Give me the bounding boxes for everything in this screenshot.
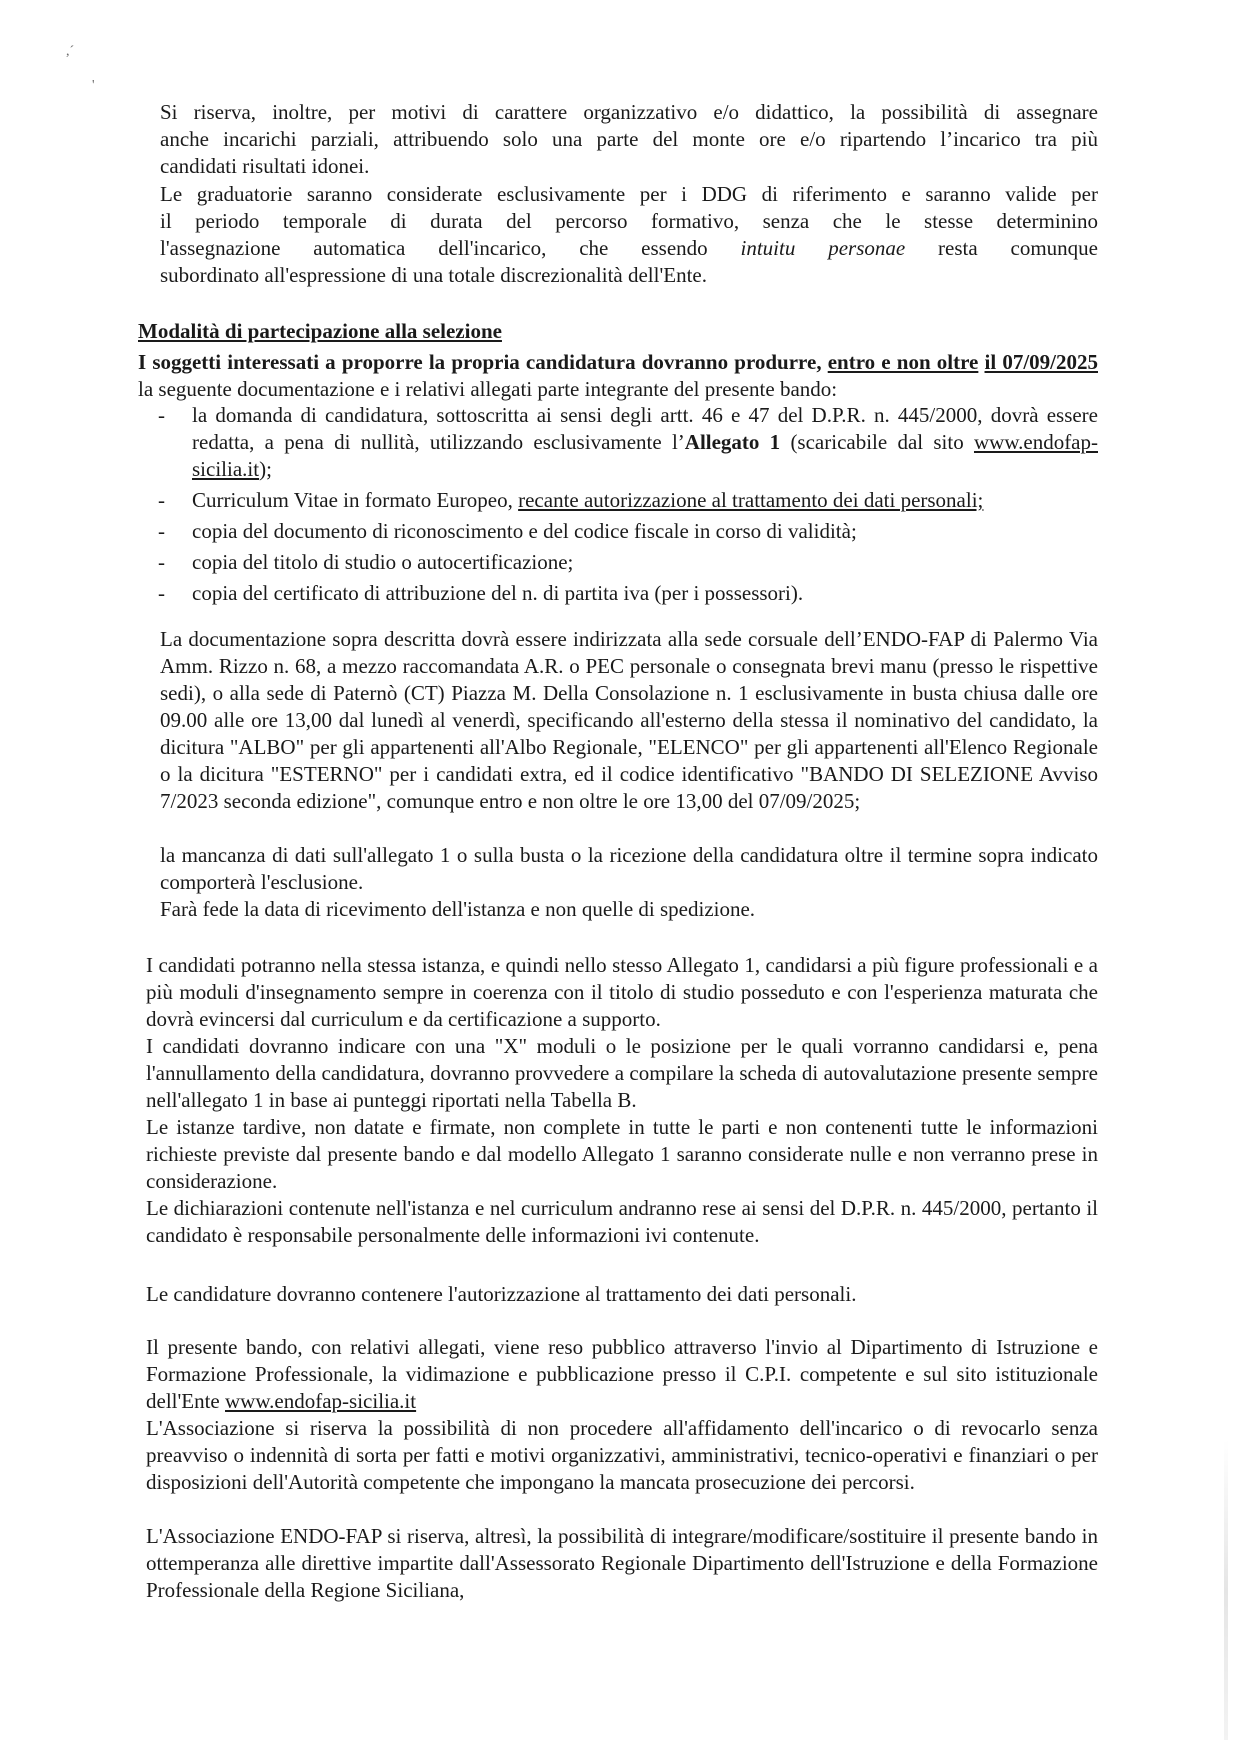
scan-speck: ,´ (66, 44, 75, 59)
paragraph-publication: Il presente bando, con relativi allegati, viene reso pubblico attraverso l'invio al Dipartimento di Istruzione e Formazione Professionale, la vidimazione e pubblicazione presso il C.P.I. competente e sul sito istituzionale dell'Ente www.endofap-sicilia.it (146, 1335, 1098, 1413)
list-item: - copia del titolo di studio o autocertificazione; (158, 550, 574, 574)
paragraph-personal-data: Le candidature dovranno contenere l'autorizzazione al trattamento dei dati personali. (146, 1282, 857, 1306)
paragraph-modifications: L'Associazione ENDO-FAP si riserva, altresì, la possibilità di integrare/modificare/sostituire il presente bando in ottemperanza alle direttive impartite dall'Assessorato Regionale Dipartimento dell'Istruzione e della Formazione Professionale della Regione Siciliana, (146, 1524, 1098, 1602)
list-item: - copia del documento di riconoscimento e del codice fiscale in corso di validità; (158, 519, 857, 543)
paragraph-receipt-date: Farà fede la data di ricevimento dell'istanza e non quelle di spedizione. (160, 897, 756, 921)
paragraph-submission-address: La documentazione sopra descritta dovrà essere indirizzata alla sede corsuale dell’ENDO-FAP di Palermo Via Amm. Rizzo n. 68, a mezzo raccomandata A.R. o PEC personale o consegnata brevi manu (presso le rispettive sedi), o alla sede di Paternò (CT) Piazza M. Della Consolazione n. 1 esclusivamente in busta chiusa dalle ore 09.00 alle ore 13,00 dal lunedì al venerdì, specificando all'esterno della stessa il nominativo del candidato, la dicitura "ALBO" per gli appartenenti all'Albo Regionale, "ELENCO" per gli appartenenti all'Elenco Regionale o la dicitura "ESTERNO" per i candidati extra, ed il codice identificativo "BANDO DI SELEZIONE Avviso 7/2023 seconda edizione", comunque entro e non oltre le ore 13,00 del 07/09/2025; (160, 627, 1098, 813)
deadline-date: il 07/09/2025 (984, 350, 1098, 374)
list-item: - Curriculum Vitae in formato Europeo, recante autorizzazione al trattamento dei dati personali; (158, 488, 984, 512)
website-link[interactable]: www.endofap-sicilia.it (192, 430, 1098, 481)
section-heading: Modalità di partecipazione alla selezione (138, 319, 502, 343)
website-link[interactable]: www.endofap-sicilia.it (225, 1389, 417, 1413)
paragraph-exclusion: la mancanza di dati sull'allegato 1 o sulla busta o la ricezione della candidatura oltre il termine sopra indicato comporterà l'esclusione. (160, 843, 1098, 894)
paragraph-declarations: Le dichiarazioni contenute nell'istanza e nel curriculum andranno rese ai sensi del D.P.R. n. 445/2000, pertanto il candidato è responsabile personalmente delle informazioni ivi contenute. (146, 1196, 1098, 1247)
list-item: - la domanda di candidatura, sottoscritta ai sensi degli artt. 46 e 47 del D.P.R. n. 445/2000, dovrà essere redatta, a pena di nullità, utilizzando esclusivamente l’Allegato 1 (scaricabile dal sito www.endofap-sicilia.it); (158, 403, 1098, 481)
paragraph-invalid-applications: Le istanze tardive, non datate e firmate, non complete in tutte le parti e non contenenti tutte le informazioni richieste previste dal presente bando e dal modello Allegato 1 saranno considerate nulle e non verranno prese in considerazione. (146, 1115, 1098, 1193)
paragraph-association-rights: L'Associazione si riserva la possibilità di non procedere all'affidamento dell'incarico o di revocarlo senza preavviso o indennità di sorta per fatti e motivi organizzativi, amministrativi, tecnico-operativi e finanziari o per disposizioni dell'Autorità competente che impongano la mancata prosecuzione dei percorsi. (146, 1416, 1098, 1494)
scan-edge-shadow (1224, 1440, 1228, 1740)
paragraph-mark-modules: I candidati dovranno indicare con una "X" moduli o le posizione per le quali vorranno candidarsi e, pena l'annullamento della candidatura, dovranno provvedere a compilare la scheda di autovalutazione presente sempre nell'allegato 1 in base ai punteggi riportati nella Tabella B. (146, 1034, 1098, 1112)
paragraph-partial-assignments: Si riserva, inoltre, per motivi di carattere organizzativo e/o didattico, la possibilità di assegnare anche incarichi parziali, attribuendo solo una parte del monte ore e/o ripartendo l’incarico tra più candidati risultati idonei. (160, 100, 1098, 178)
list-item: - copia del certificato di attribuzione del n. di partita iva (per i possessori). (158, 581, 804, 605)
required-documents-list (138, 402, 1098, 611)
section-intro: I soggetti interessati a proporre la propria candidatura dovranno produrre, entro e non oltre il 07/09/2025 la seguente documentazione e i relativi allegati parte integrante del presente bando: (138, 350, 1098, 401)
paragraph-graduatorie: Le graduatorie saranno considerate esclusivamente per i DDG di riferimento e saranno valide per il periodo temporale di durata del percorso formativo, senza che le stesse determinino l'assegnazione automatica dell'incarico, che essendo intuitu personae resta comunque subordinato all'espressione di una totale discrezionalità dell'Ente. (160, 182, 1098, 287)
paragraph-multiple-applications: I candidati potranno nella stessa istanza, e quindi nello stesso Allegato 1, candidarsi a più figure professionali e a più moduli d'insegnamento sempre in coerenza con il titolo di studio posseduto e con l'esperienza maturata che dovrà evincersi dal curriculum e da certificazione a supporto. (146, 953, 1098, 1031)
scan-speck: ' (92, 78, 95, 93)
